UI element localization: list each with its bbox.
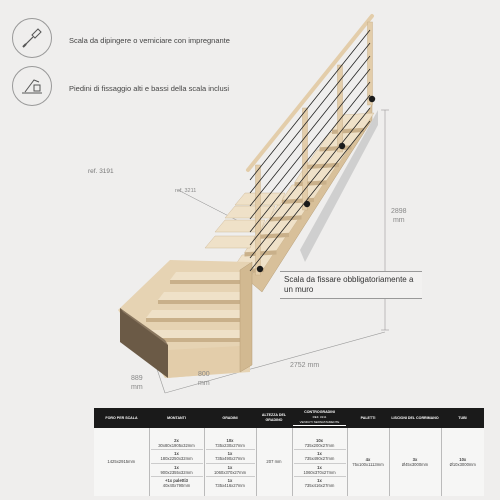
cell-gradini: 10x 735x230x27mm 1x 735x490x27mm 1x 1060x370x27mm 1x 735x416x27mm <box>204 428 256 496</box>
cell-tubi: 10x Ø10x3000mm <box>441 428 484 496</box>
upper-flight-treads <box>205 113 374 274</box>
header-gradini: GRADINI <box>204 408 256 428</box>
width-dimension: 889 mm <box>131 375 143 391</box>
length-dimension: 2752 mm <box>290 362 320 369</box>
header-controgradini: CONTROGRADINI REF. 3211 VENDUTI SEPARATAMENTE <box>292 408 347 428</box>
cell-altezza: 207 mm <box>256 428 292 496</box>
feature-paint-text: Scala da dipingere o verniciare con impregnante <box>69 36 230 45</box>
cell-liscioni: 3x Ø45x3000mm <box>389 428 441 496</box>
header-altezza: ALTEZZA DEL GRADINO <box>256 408 292 428</box>
post-fixing-bracket <box>369 96 375 102</box>
ref-sub-label: ref. 3211 <box>175 188 197 194</box>
winder-tread <box>225 206 275 218</box>
header-liscioni: LISCIONI DEL CORRIMANO <box>389 408 441 428</box>
cell-paletti: 4x 75x100x1113mm <box>347 428 389 496</box>
feature-feet-text: Piedini di fissaggio alti e bassi della scala inclusi <box>69 84 230 93</box>
lower-tread <box>158 292 240 300</box>
ref-main-label: ref. 3191 <box>88 168 114 175</box>
lower-tread-edge <box>146 318 240 322</box>
post-fixing-bracket <box>257 266 263 272</box>
baluster-post <box>303 108 308 210</box>
header-tubi: TUBI <box>441 408 484 428</box>
lower-tread-edge <box>158 300 240 304</box>
cell-montanti: 2x 30x80x1905x32mm 1x 180x2250x32mm 1x 900x2355x32mm +1x paletti3 40x40x790mm <box>149 428 204 496</box>
table-header-row <box>94 408 484 428</box>
post-fixing-bracket <box>304 201 310 207</box>
header-foro: FORO PER SCALA <box>94 408 149 428</box>
table-row <box>94 428 484 496</box>
wall-fixing-note: Scala da fissare obbligatoriamente a un muro <box>280 271 422 299</box>
baluster-post <box>368 22 373 105</box>
lower-tread <box>170 272 240 280</box>
header-montanti: MONTANTI <box>149 408 204 428</box>
depth-dimension: 800 mm <box>198 371 210 387</box>
cell-foro: 1425x2915mm <box>94 428 149 496</box>
height-dimension: 2898 mm <box>391 208 407 224</box>
cell-controgradini: 10x 735x200x27mm 1x 735x490x27mm 1x 1060x370x27mm 1x 735x416x27mm <box>292 428 347 496</box>
specifications-table <box>94 408 484 496</box>
winder-tread <box>205 236 255 248</box>
lower-tread-edge <box>170 280 240 284</box>
lower-tread <box>146 310 240 318</box>
header-paletti: PALETTI <box>347 408 389 428</box>
